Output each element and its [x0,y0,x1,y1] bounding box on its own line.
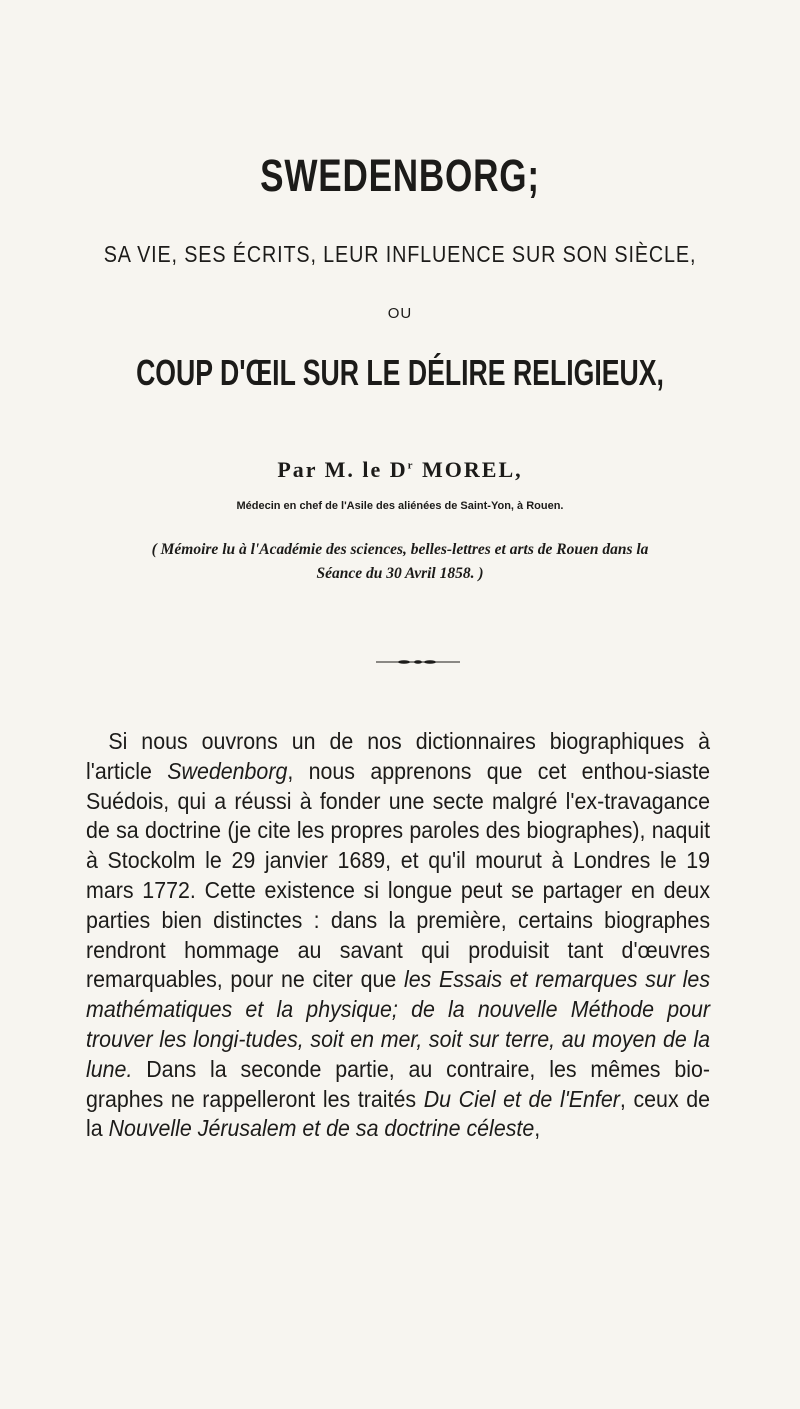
italic-run: Du Ciel et de l'Enfer [423,1085,620,1112]
text-run: , [534,1115,541,1142]
affiliation: Médecin en chef de l'Asile des aliénées de Saint-Yon, à Rouen. [236,500,564,512]
alternate-title: COUP D'ŒIL SUR LE DÉLIRE RELIGIEUX, [136,352,664,393]
author-line [0,457,800,483]
text-run: , nous apprenons que cet enthou-siaste Suédois, qui a réussi à fonder une secte malgré l'ex-travagance de sa doctrine (je cite les propres paroles des biographes), naquit à Stockolm le 29 janvier 1689, et qu'il mourut à Londres le 19 mars 1772. Cette existence si longue peut se partager en deux parties bien distinctes : dans la première, certains biographes rendront hommage au savant qui produisit tant d'œuvres remarquables, pour ne citer que [86,757,711,993]
conjunction: OU [387,305,413,322]
memoire-note: ( Mémoire lu à l'Académie des sciences, belles-lettres et arts de Rouen dans la Séance du 30 Avril 1858. ) [151,541,649,582]
author-name: MOREL, [422,457,523,482]
text-run: Dans la seconde partie, au contraire, les mêmes bio-graphes ne rappelleront les traités [86,1055,711,1112]
text-run: Si nous ouvrons un de nos dictionnaires biographiques à l'article [86,728,711,784]
ornamental-rule [376,660,460,664]
italic-run: les Essais et remarques sur les mathématiques et la physique; de la nouvelle Méthode pour trouver les longi-tudes, soit en mer, soit sur terre, au moyen de la lune. [86,966,711,1082]
italic-run: Nouvelle Jérusalem et de sa doctrine céleste [108,1115,535,1142]
subtitle: SA VIE, SES ÉCRITS, LEUR INFLUENCE SUR SON SIÈCLE, [103,241,697,267]
text-run: , ceux de la [86,1085,711,1142]
main-title: SWEDENBORG; [260,150,540,201]
author-prefix: Par M. le D [277,457,408,482]
italic-run: Swedenborg [167,757,288,784]
body-paragraph [86,727,710,1144]
paragraph-1 [86,727,710,1144]
author-title-sup: r [407,459,415,472]
